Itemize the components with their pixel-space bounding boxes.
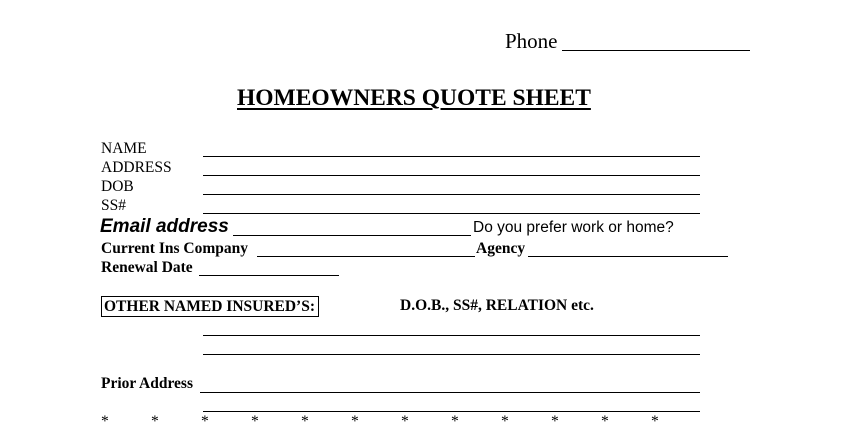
phone-field[interactable] (562, 50, 750, 51)
page-title: HOMEOWNERS QUOTE SHEET (237, 85, 591, 111)
separator-star: * (451, 413, 459, 430)
email-label: Email address (100, 216, 229, 237)
renewal-label: Renewal Date (101, 259, 193, 276)
phone-label: Phone (505, 29, 558, 53)
other-insured-line-2[interactable] (203, 354, 700, 355)
name-field[interactable] (203, 156, 700, 157)
separator-star: * (601, 413, 609, 430)
current-ins-label: Current Ins Company (101, 240, 248, 257)
separator-star: * (351, 413, 359, 430)
dob-label: DOB (101, 178, 134, 195)
separator-star: * (501, 413, 509, 430)
work-or-home-prompt: Do you prefer work or home? (473, 219, 674, 236)
address-field[interactable] (203, 175, 700, 176)
other-insureds-columns: D.O.B., SS#, RELATION etc. (400, 297, 594, 314)
address-label: ADDRESS (101, 159, 172, 176)
separator-star: * (301, 413, 309, 430)
agency-field[interactable] (528, 256, 728, 257)
dob-field[interactable] (203, 194, 700, 195)
separator-star: * (251, 413, 259, 430)
prior-address-field-2[interactable] (203, 411, 700, 412)
ss-field[interactable] (203, 213, 700, 214)
separator-star: * (201, 413, 209, 430)
prior-address-field[interactable] (200, 392, 700, 393)
separator-star: * (151, 413, 159, 430)
name-label: NAME (101, 140, 147, 157)
separator-star: * (651, 413, 659, 430)
agency-label: Agency (476, 240, 526, 257)
current-ins-field[interactable] (257, 256, 475, 257)
other-insured-line-1[interactable] (203, 335, 700, 336)
ss-label: SS# (101, 197, 126, 214)
renewal-field[interactable] (199, 275, 339, 276)
separator-star: * (401, 413, 409, 430)
separator-star: * (101, 413, 109, 430)
prior-address-label: Prior Address (101, 375, 194, 392)
separator-star: * (551, 413, 559, 430)
email-field[interactable] (233, 235, 471, 236)
other-insureds-label: OTHER NAMED INSURED’S: (101, 296, 319, 317)
